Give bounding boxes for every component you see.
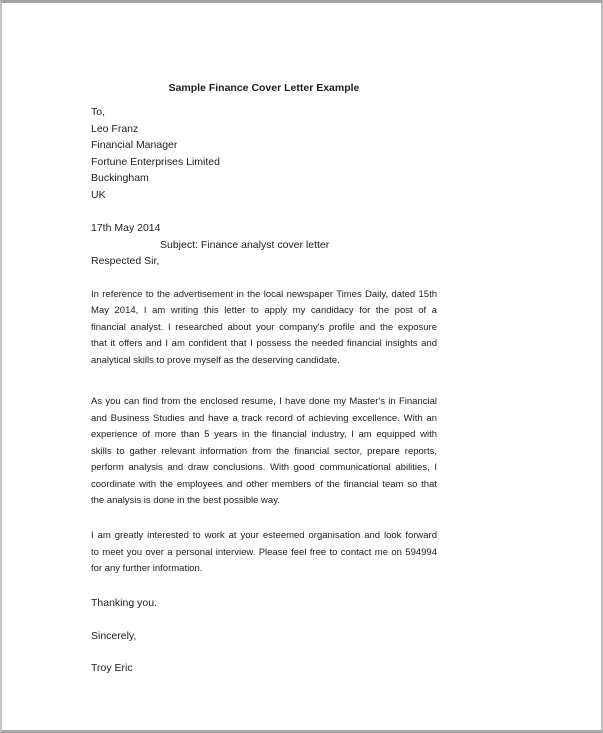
para-line: In reference to the advertisement in the local newspaper Times Daily, dated 15th [91, 288, 437, 300]
greeting: Respected Sir, [91, 255, 160, 267]
para-line: that it offers and I am confident that I possess the needed financial insights and [91, 338, 437, 349]
letter-title: Sample Finance Cover Letter Example [168, 82, 360, 94]
recipient-to-label: To, [91, 106, 106, 118]
recipient-city: Buckingham [91, 172, 149, 184]
para-line: skills to gather relevant information from the financial sector, prepare reports, [91, 445, 437, 457]
para-line: financial analyst. I researched about your company's profile and the exposure [91, 321, 437, 333]
paragraph-3 [91, 528, 437, 578]
para-line: the analysis is done in the best possible way. [91, 495, 280, 506]
recipient-company: Fortune Enterprises Limited [91, 155, 220, 168]
para-line: for any further information. [91, 563, 203, 574]
subject-line: Subject: Finance analyst cover letter [160, 238, 330, 251]
para-line: coordinate with the employees and other members of the financial team so that [91, 478, 437, 490]
paragraph-1 [91, 287, 437, 370]
para-line: analytical skills to prove myself as the deserving candidate. [91, 354, 340, 366]
closing: Sincerely, [91, 630, 137, 642]
para-line: perform analysis and draw conclusions. With good communicational abilities, I [91, 462, 437, 473]
para-line: As you can find from the enclosed resume, I have done my Master's in Financial [91, 396, 437, 407]
para-line: experience of more than 5 years in the financial industry, I am equipped with [91, 429, 437, 440]
signature-name: Troy Eric [91, 662, 133, 674]
paragraph-2 [91, 394, 437, 510]
para-line: and Business Studies and have a track record of achieving excellence. With an [91, 412, 437, 424]
thanks-line: Thanking you. [91, 597, 157, 609]
para-line: to meet you over a personal interview. Please feel free to contact me on 594994 [91, 546, 437, 558]
letter-date: 17th May 2014 [91, 222, 161, 234]
para-line: May 2014, I am writing this letter to apply my candidacy for the post of a [91, 305, 437, 316]
recipient-title: Financial Manager [91, 139, 178, 151]
recipient-country: UK [91, 188, 106, 201]
para-line: I am greatly interested to work at your esteemed organisation and look forward [91, 530, 437, 541]
letter-body [91, 3, 437, 677]
recipient-name: Leo Franz [91, 122, 139, 135]
